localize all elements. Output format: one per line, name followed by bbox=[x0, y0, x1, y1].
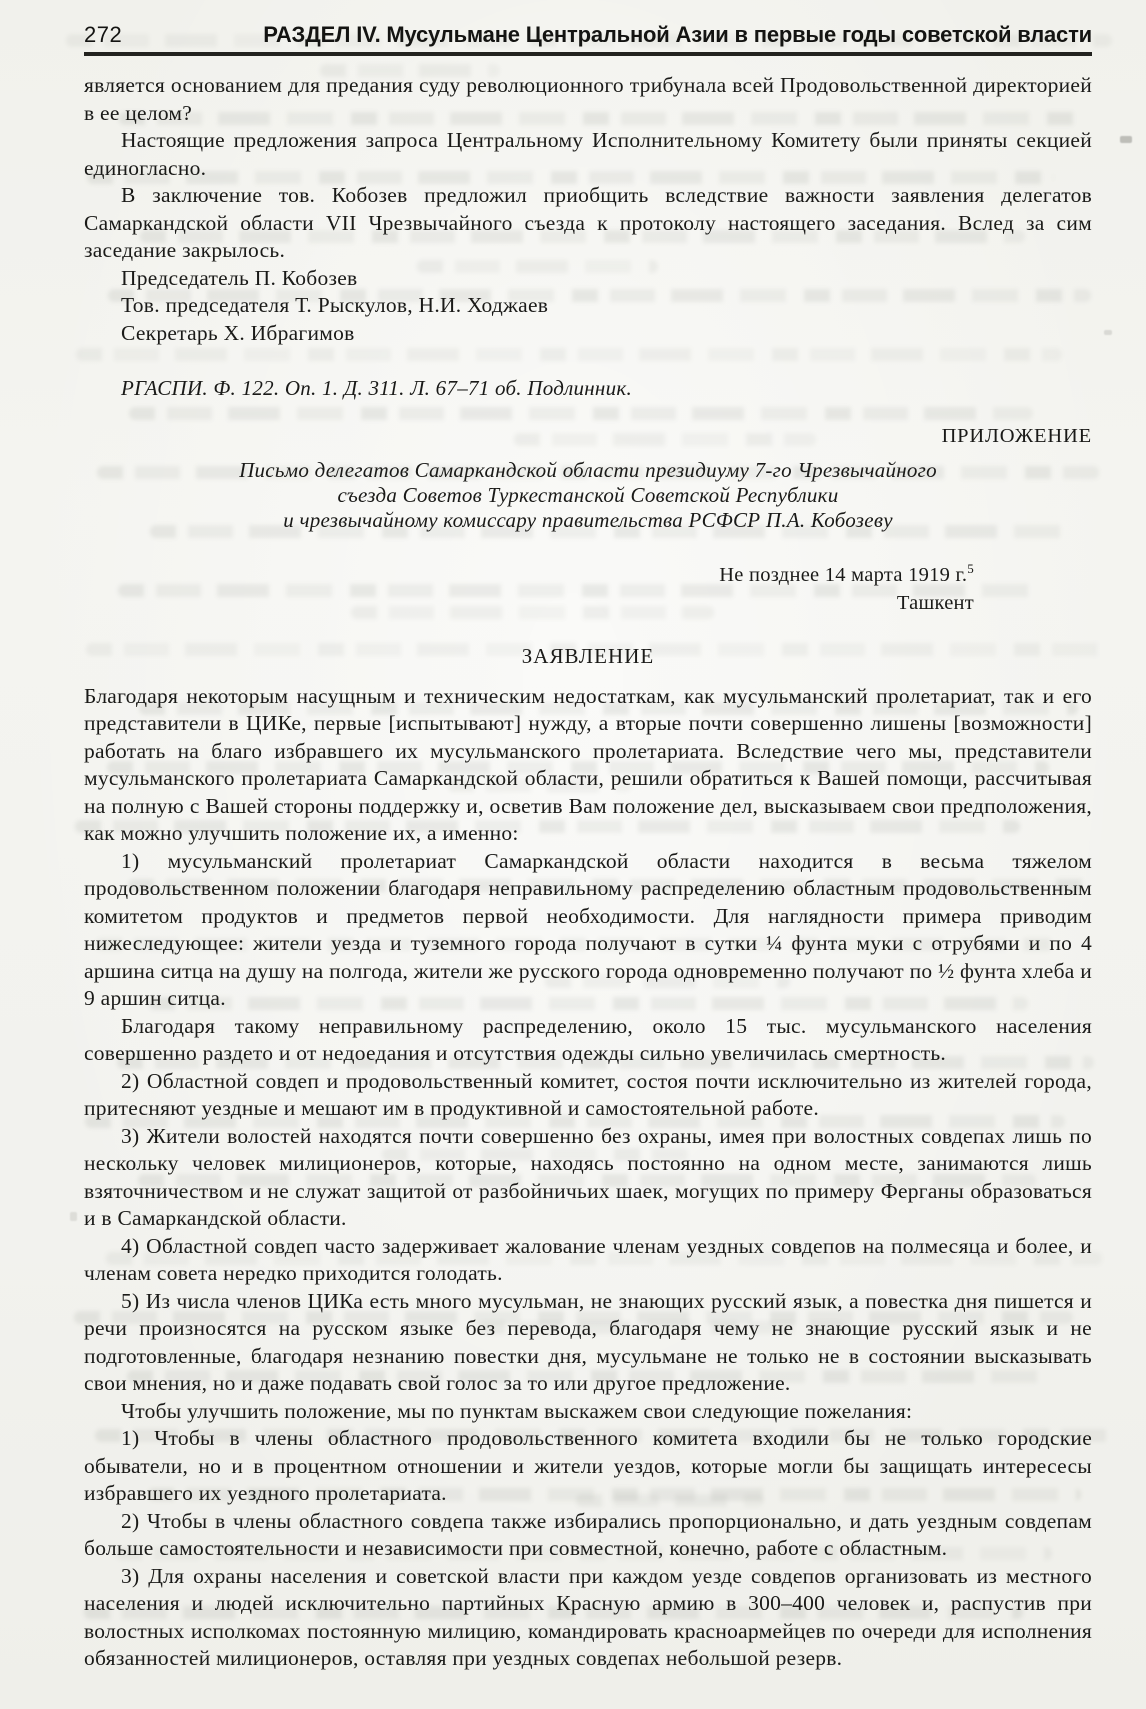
signature-line: Тов. председателя Т. Рыскулов, Н.И. Ходжаев bbox=[121, 293, 549, 317]
date-text: Не позднее 14 марта 1919 г. bbox=[719, 564, 968, 586]
scan-speck bbox=[1120, 136, 1132, 143]
protocol-section bbox=[84, 72, 1092, 403]
letter-title-line: и чрезвычайному комиссару правительства РСФСР П.А. Кобозеву bbox=[283, 508, 893, 532]
date-block bbox=[84, 561, 1092, 617]
place-line: Ташкент bbox=[896, 592, 974, 614]
protocol-paragraph: Настоящие предложения запроса Центральному Исполнительному Комитету были приняты секцией единогласно. bbox=[84, 128, 1092, 180]
page-number: 272 bbox=[84, 22, 123, 47]
statement-paragraph: 3) Для охраны населения и советской власти при каждом уезде совдепов организовать из местного населения и людей исключительно партийных Красную армию в 300–400 человек и, распустив при волостных исполкомах постоянную милицию, командировать красноармейцев по очереди для исполнения обязанностей милиционеров, оставляя при уездных совдепах небольшой резерв. bbox=[84, 1563, 1092, 1670]
protocol-paragraph: В заключение тов. Кобозев предложил приобщить вследствие важности заявления делегатов Самаркандской области VII Чрезвычайного съезда к протоколу настоящего заседания. Вслед за сим заседание закрылось. bbox=[84, 183, 1092, 262]
signature-line: Председатель П. Кобозев bbox=[121, 265, 358, 290]
statement-paragraph: 4) Областной совдеп часто задерживает жалование членам уездных совдепов на полмесяца и более, и членам совета нередко приходится голодать. bbox=[84, 1233, 1092, 1285]
header-rule bbox=[84, 52, 1092, 56]
letter-title-line: Письмо делегатов Самаркандской области президиуму 7-го Чрезвычайного bbox=[239, 458, 937, 482]
running-header bbox=[84, 22, 1092, 48]
statement-paragraph: 3) Жители волостей находятся почти совершенно без охраны, имея при волостных совдепах лишь по нескольку человек милиционеров, которые, находясь постоянно на одном месте, занимаются лишь взяточничеством и не служат защитой от разбойничьих шаек, могущих по примеру Ферганы образоваться и в Самаркандской области. bbox=[84, 1123, 1092, 1230]
statement-paragraph: Чтобы улучшить положение, мы по пунктам выскажем свои следующие пожелания: bbox=[121, 1398, 913, 1423]
statement-paragraph: 2) Чтобы в члены областного совдепа также избирались пропорционально, и дать уездным совдепам больше самостоятельности и независимости при совместной, конечно, работе с областным. bbox=[84, 1508, 1092, 1560]
letter-title-line: съезда Советов Туркестанской Советской Республики bbox=[337, 483, 839, 507]
archive-reference: РГАСПИ. Ф. 122. Оп. 1. Д. 311. Л. 67–71 об. Подлинник. bbox=[121, 376, 632, 400]
statement-paragraph: 1) Чтобы в члены областного продовольственного комитета входили бы не только городские обыватели, но и в процентном отношении и жители уездов, которые могли бы защищать интересесы избравшего их уездного пролетариата. bbox=[84, 1426, 1092, 1505]
signature-line: Секретарь Х. Ибрагимов bbox=[121, 320, 355, 345]
footnote-marker: 5 bbox=[967, 561, 974, 577]
statement-body bbox=[84, 683, 1092, 1673]
date-line bbox=[84, 561, 974, 589]
statement-paragraph: 5) Из числа членов ЦИКа есть много мусульман, не знающих русский язык, а повестка дня пишется и речи произносятся на русском языке без перевода, благодаря чему не знающие русский язык и не подготовленные, благодаря незнанию повестки дня, мусульмане не только не в состоянии высказывать свои мнения, но и даже подавать свой голос за то или другое предложение. bbox=[84, 1288, 1092, 1395]
statement-paragraph: 2) Областной совдеп и продовольственный комитет, состоя почти исключительно из жителей города, притесняют уездные и мешают им в продуктивной и самостоятельной работе. bbox=[84, 1068, 1092, 1120]
protocol-paragraph: является основанием для предания суду революционного трибунала всей Продовольственной директорией в ее целом? bbox=[84, 73, 1092, 125]
scan-speck bbox=[70, 1212, 77, 1221]
scan-speck bbox=[1104, 330, 1112, 335]
letter-title bbox=[84, 458, 1092, 533]
statement-paragraph: Благодаря некоторым насущным и техническим недостаткам, как мусульманский пролетариат, так и его представители в ЦИКе, первые [испытывают] нужду, а вторые почти совершенно лишены [возможности] работать на благо избравшего их мусульманского пролетариата. Вследствие чего мы, представители мусульманского пролетариата Самаркандской области, решили обратиться к Вашей помощи, рассчитывая на полную с Вашей стороны поддержку и, осветив Вам положение дел, высказываем свои предположения, как можно улучшить положение их, а именно: bbox=[84, 683, 1092, 845]
statement-paragraph: 1) мусульманский пролетариат Самаркандской области находится в весьма тяжелом продовольственном положении благодаря неправильному распределению областным продовольственным комитетом продуктов и предметов первой необходимости. Для наглядности примера приводим нижеследующее: жители уезда и туземного города получают в сутки ¼ фунта муки с отрубями и по 4 аршина ситца на душу на полгода, жители же русского города одновременно получают по ½ фунта хлеба и 9 аршин ситца. bbox=[84, 848, 1092, 1010]
appendix-label: ПРИЛОЖЕНИЕ bbox=[941, 424, 1092, 447]
statement-heading: ЗАЯВЛЕНИЕ bbox=[521, 644, 655, 668]
statement-paragraph: Благодаря такому неправильному распределению, около 15 тыс. мусульманского населения совершенно раздето и от недоедания и отсутствия одежды сильно увеличилась смертность. bbox=[84, 1013, 1092, 1065]
appendix-section bbox=[84, 423, 1092, 1673]
running-header-title: РАЗДЕЛ IV. Мусульмане Центральной Азии в первые годы советской власти bbox=[263, 22, 1092, 47]
